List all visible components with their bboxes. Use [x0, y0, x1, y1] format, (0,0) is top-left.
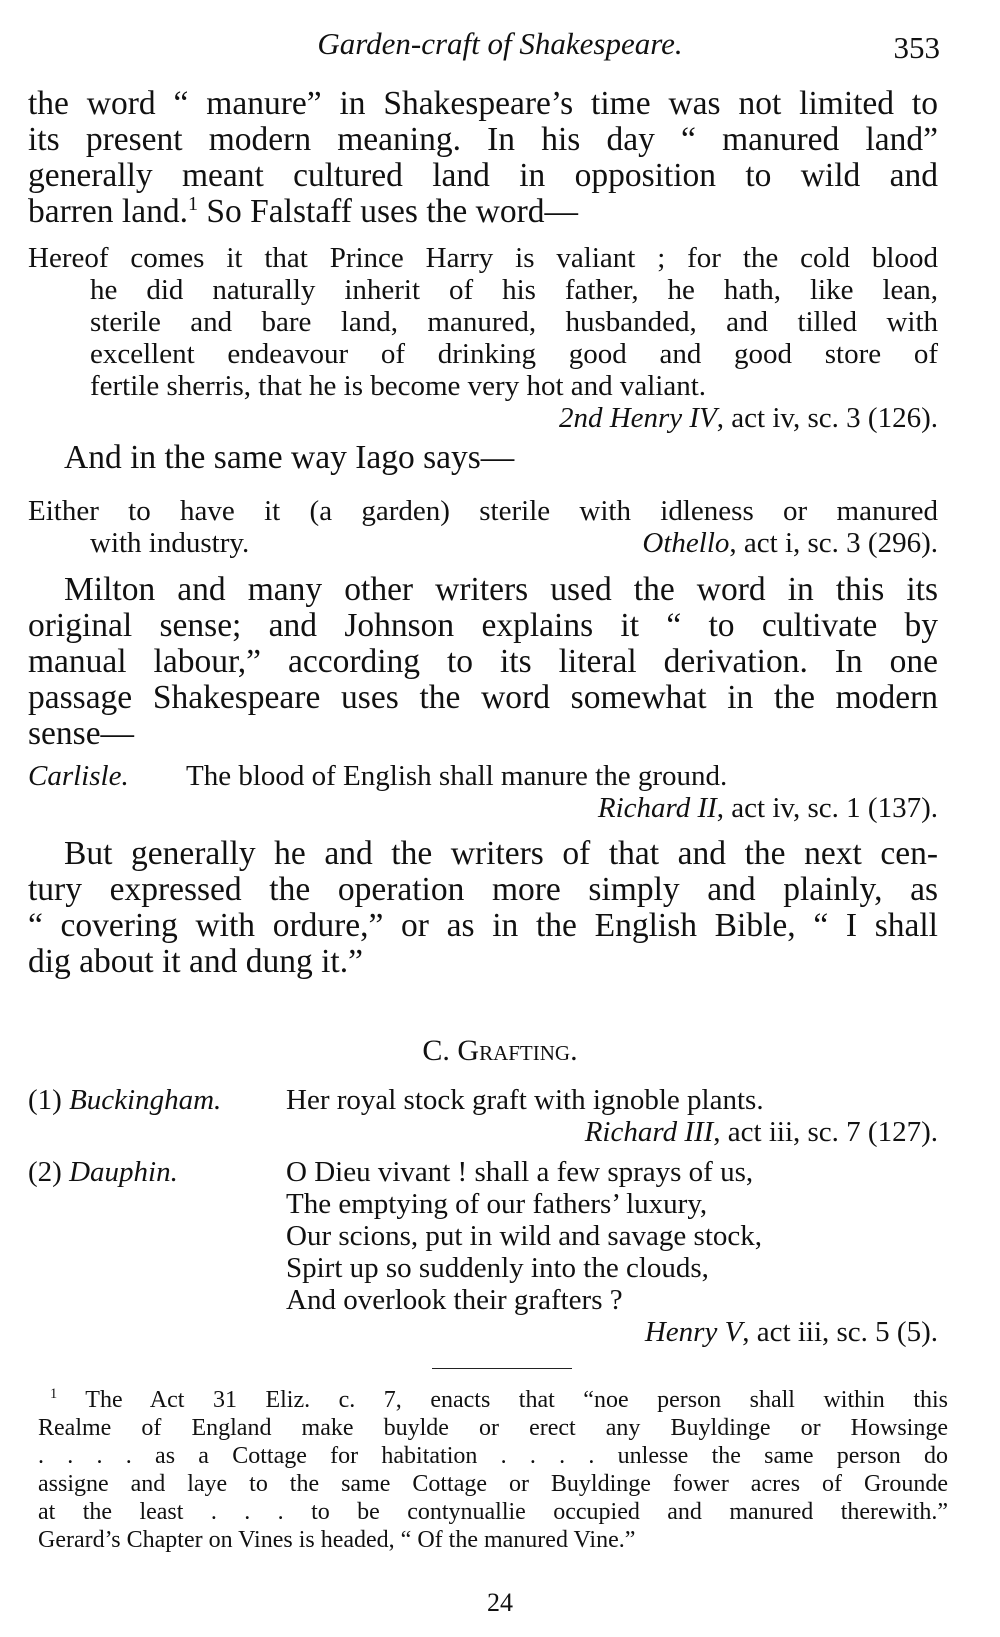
footnote — [38, 1386, 948, 1554]
footnote-line: . . . . as a Cottage for habitation . . . . unlesse the same person do — [38, 1443, 948, 1469]
paragraph-manure-meaning — [28, 86, 938, 230]
text-line: dig about it and dung it.” — [28, 943, 363, 980]
section-heading: C. Grafting. — [422, 1034, 578, 1067]
text-line: But generally he and the writers of that and the next cen- — [64, 835, 938, 872]
footnote-line: assigne and laye to the same Cottage or Buyldinge fower acres of Grounde — [38, 1471, 948, 1497]
page-number: 353 — [893, 30, 940, 65]
quote-line: excellent endeavour of drinking good and good store of — [90, 338, 938, 370]
quotation-falstaff — [28, 242, 938, 434]
text-line: barren land.$^1$ So Falstaff uses the word— — [28, 192, 578, 230]
citation: Richard III, act iii, sc. 7 (127). — [584, 1116, 938, 1148]
citation: Henry V, act iii, sc. 5 (5). — [644, 1316, 938, 1348]
text-line: manual labour,” according to its literal derivation. In one — [28, 643, 938, 680]
speaker-name: Carlisle. — [28, 760, 129, 792]
quote-line: Spirt up so suddenly into the clouds, — [286, 1252, 709, 1284]
citation: 2nd Henry IV, act iv, sc. 3 (126). — [558, 402, 938, 434]
quote-line: sterile and bare land, manured, husbanded, and tilled with — [90, 306, 938, 338]
footnote-divider — [432, 1368, 572, 1369]
footnote-reference: 1 — [187, 192, 199, 215]
paragraph-iago — [28, 440, 938, 476]
speaker-name: Dauphin. — [69, 1156, 178, 1188]
footnote-line: Realme of England make buylde or erect any Buyldinge or Howsinge — [38, 1415, 948, 1441]
quote-line: Our scions, put in wild and savage stock, — [286, 1220, 763, 1252]
text-line: its present modern meaning. In his day “ manured land” — [28, 121, 938, 158]
footnote-line: at the least . . . to be contynuallie occupied and manured therewith.” — [38, 1499, 948, 1525]
example-number: (1) — [28, 1084, 62, 1116]
footnote-line: Gerard’s Chapter on Vines is headed, “ Of the manured Vine.” — [38, 1527, 636, 1553]
footnote-marker: 1 — [50, 1386, 58, 1402]
text-line: generally meant cultured land in opposition to wild and — [28, 157, 938, 194]
quotation-iago — [28, 495, 938, 559]
citation: Othello, act i, sc. 3 (296). — [642, 527, 938, 559]
quote-line: fertile sherris, that he is become very hot and valiant. — [90, 370, 707, 402]
signature-mark: 24 — [487, 1588, 513, 1617]
quote-line: The emptying of our fathers’ luxury, — [286, 1188, 708, 1220]
text-line: the word “ manure” in Shakespeare’s time was not limited to — [28, 85, 938, 122]
text-line: passage Shakespeare uses the word somewhat in the modern — [28, 679, 938, 716]
citation: Richard II, act iv, sc. 1 (137). — [597, 792, 938, 824]
grafting-example-2 — [28, 1156, 938, 1348]
footnote-line: $^1$ The Act 31 Eliz. c. 7, enacts that “noe person shall within this — [50, 1386, 948, 1413]
text-line: original sense; and Johnson explains it “ to cultivate by — [28, 607, 938, 644]
example-number: (2) — [28, 1156, 62, 1188]
text-line: sense— — [28, 715, 135, 752]
paragraph-ordure — [28, 836, 938, 980]
paragraph-milton — [28, 572, 938, 752]
quote-line: And overlook their grafters ? — [286, 1284, 623, 1316]
text-line: And in the same way Iago says— — [64, 439, 515, 476]
quote-line: (2) Dauphin. O Dieu vivant ! shall a few sprays of us, — [28, 1156, 754, 1188]
speaker-name: Buckingham. — [69, 1084, 222, 1116]
running-title: Garden-craft of Shakespeare. — [317, 26, 683, 61]
quote-line: with industry. Othello, act i, sc. 3 (296). — [90, 527, 938, 559]
quote-line: (1) Buckingham. Her royal stock graft with ignoble plants. — [28, 1084, 764, 1116]
quote-line: Hereof comes it that Prince Harry is valiant ; for the cold blood — [28, 242, 938, 274]
grafting-example-1 — [28, 1084, 938, 1148]
quote-line: Carlisle. The blood of English shall manure the ground. — [28, 760, 728, 792]
quote-line: Either to have it (a garden) sterile with idleness or manured — [28, 495, 938, 527]
text-line: tury expressed the operation more simply and plainly, as — [28, 871, 938, 908]
quotation-carlisle — [28, 760, 938, 824]
text-line: “ covering with ordure,” or as in the English Bible, “ I shall — [28, 907, 938, 944]
text-line: Milton and many other writers used the word in this its — [64, 571, 938, 608]
quote-line: he did naturally inherit of his father, he hath, like lean, — [90, 274, 938, 306]
